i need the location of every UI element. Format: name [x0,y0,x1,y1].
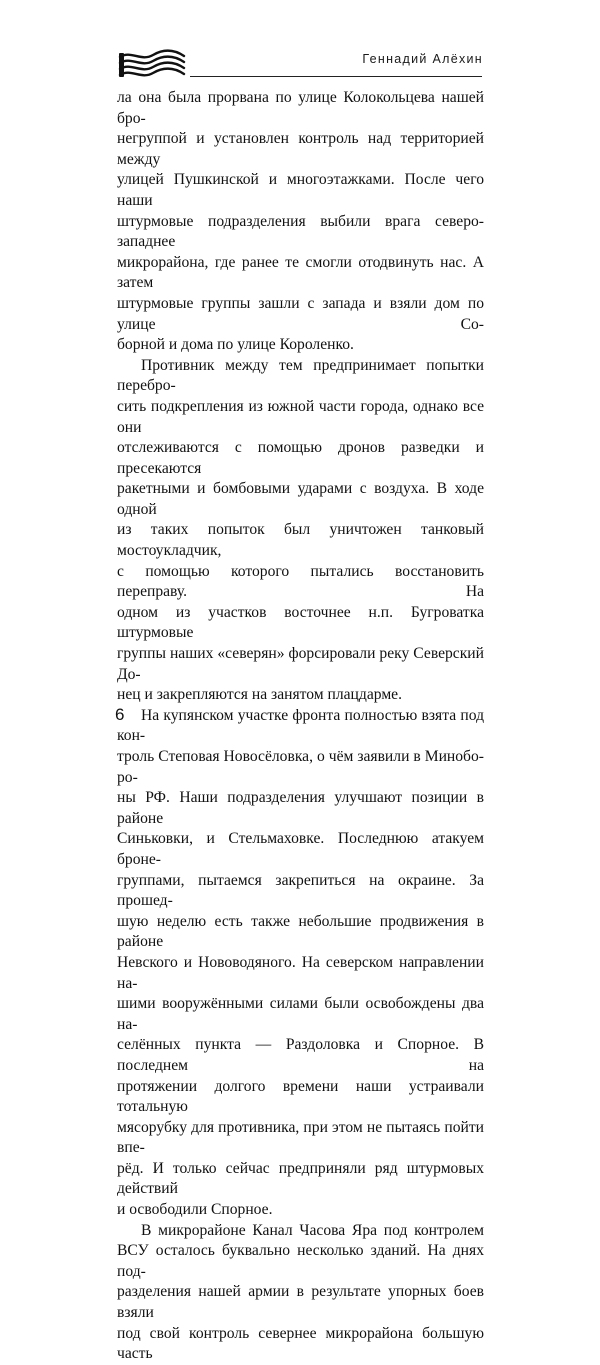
text-line: микрорайона, где ранее те смогли отодвинуть нас. А затем [117,253,484,292]
text-line: На купянском участке фронта полностью взята под кон- [117,706,484,745]
running-header-author: Геннадий Алёхин [362,52,483,66]
text-line: сить подкрепления из южной части города, однако все они [117,397,484,436]
text-line: под свой контроль севернее микрорайона большую часть [117,1324,484,1363]
text-line: улицей Пушкинской и многоэтажками. После чего наши [117,171,484,209]
waving-ribbon-icon [117,48,187,82]
text-line: одном из участков восточнее н.п. Бугроватка штурмовые [117,603,484,642]
text-line: штурмовые группы зашли с запада и взяли дом по улице Со- [117,294,484,333]
text-line: и освободили Спорное. [117,1201,273,1219]
text-line: мясорубку для противника, при этом не пытаясь пойти впе- [117,1118,484,1157]
header-rule [190,76,482,77]
text-line: селённых пункта — Раздоловка и Спорное. В последнем на [117,1036,484,1074]
text-line: шую неделю есть также небольшие продвижения в районе [117,912,484,951]
text-line: отслеживаются с помощью дронов разведки и пресекаются [117,439,484,477]
text-line: В микрорайоне Канал Часова Яра под контролем [141,1221,484,1239]
text-line: группами, пытаемся закрепиться на окраине. За прошед- [117,871,484,910]
text-line: шими вооружёнными силами были освобождены два на- [117,995,484,1033]
text-line: троль Степовая Новосёловка, о чём заявили в Миноборо- [117,748,484,786]
text-line: Невского и Нововодяного. На северском направлении на- [117,953,484,992]
text-line: негруппой и установлен контроль над территорией между [117,130,484,168]
text-line: группы наших «северян» форсировали реку Северский До- [117,645,484,683]
text-line: из таких попыток был уничтожен танковый мостоукладчик, [117,521,484,560]
text-line: штурмовые подразделения выбили врага северо-западнее [117,212,484,251]
text-line: ны РФ. Наши подразделения улучшают позиции в районе [117,789,484,827]
body-text [117,88,484,1365]
page-number: 6 [115,705,125,724]
text-line: ракетными и бомбовыми ударами с воздуха. В ходе одной [117,480,484,518]
text-line: ла она была прорвана по улице Колокольцева нашей бро- [117,89,484,127]
text-line: Синьковки, и Стельмаховке. Последнюю атакуем броне- [117,830,484,868]
text-line: разделения нашей армии в результате упорных боев взяли [117,1283,484,1322]
text-line: борной и дома по улице Короленко. [117,336,354,354]
text-line: протяжении долгого времени наши устраивали тотальную [117,1077,484,1116]
text-line: Противник между тем предпринимает попытки перебро- [117,356,484,395]
text-line: ВСУ осталось буквально несколько зданий. На днях под- [117,1242,484,1280]
text-line: рёд. И только сейчас предприняли ряд штурмовых действий [117,1159,484,1198]
text-line: с помощью которого пытались восстановить переправу. На [117,562,484,601]
text-line: нец и закрепляются на занятом плацдарме. [117,686,403,704]
